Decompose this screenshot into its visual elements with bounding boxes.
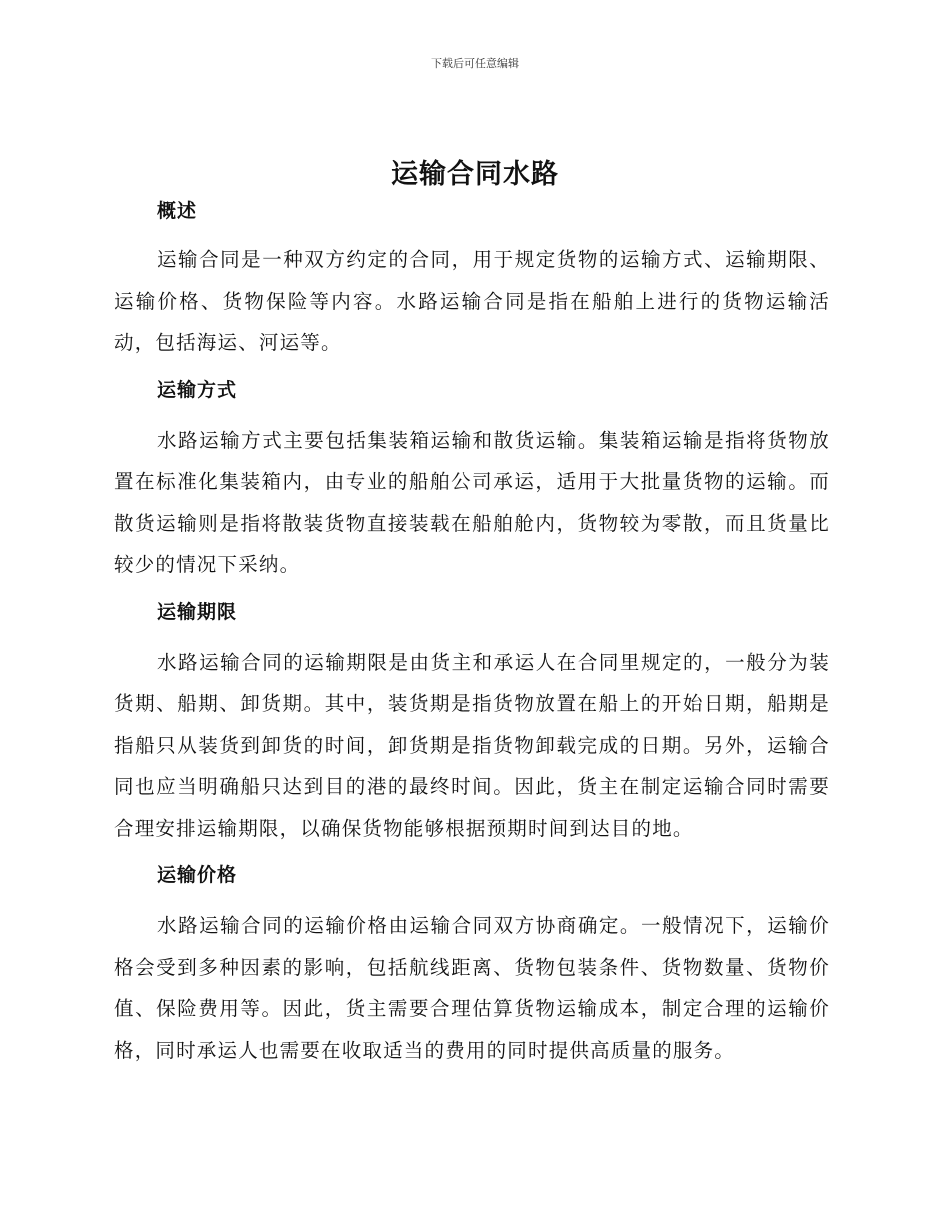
section-paragraph: 运输合同是一种双方约定的合同，用于规定货物的运输方式、运输期限、运输价格、货物保险等内容。水路运输合同是指在船舶上进行的货物运输活动，包括海运、河运等。 — [114, 248, 830, 354]
section-transport-mode — [114, 374, 830, 586]
document-title: 运输合同水路 — [391, 159, 559, 190]
section-transport-period — [114, 596, 830, 850]
section-overview — [114, 195, 830, 364]
section-transport-price — [114, 859, 830, 1071]
section-heading: 运输方式 — [157, 378, 238, 401]
section-paragraph: 水路运输方式主要包括集装箱运输和散货运输。集装箱运输是指将货物放置在标准化集装箱内，由专业的船舶公司承运，适用于大批量货物的运输。而散货运输则是指将散装货物直接装载在船舶舱内，货物较为零散，而且货量比较少的情况下采纳。 — [114, 428, 830, 576]
document-body — [114, 195, 830, 1071]
section-heading: 概述 — [157, 200, 198, 222]
header-note: 下载后可任意编辑 — [431, 57, 519, 70]
section-paragraph: 水路运输合同的运输价格由运输合同双方协商确定。一般情况下，运输价格会受到多种因素的影响，包括航线距离、货物包装条件、货物数量、货物价值、保险费用等。因此，货主需要合理估算货物运输成本，制定合理的运输价格，同时承运人也需要在收取适当的费用的同时提供高质量的服务。 — [114, 914, 830, 1062]
section-paragraph: 水路运输合同的运输期限是由货主和承运人在合同里规定的，一般分为装货期、船期、卸货期。其中，装货期是指货物放置在船上的开始日期，船期是指船只从装货到卸货的时间，卸货期是指货物卸载完成的日期。另外，运输合同也应当明确船只达到目的港的最终时间。因此，货主在制定运输合同时需要合理安排运输期限，以确保货物能够根据预期时间到达目的地。 — [114, 650, 830, 840]
section-heading: 运输价格 — [157, 864, 238, 886]
section-heading: 运输期限 — [157, 600, 238, 623]
